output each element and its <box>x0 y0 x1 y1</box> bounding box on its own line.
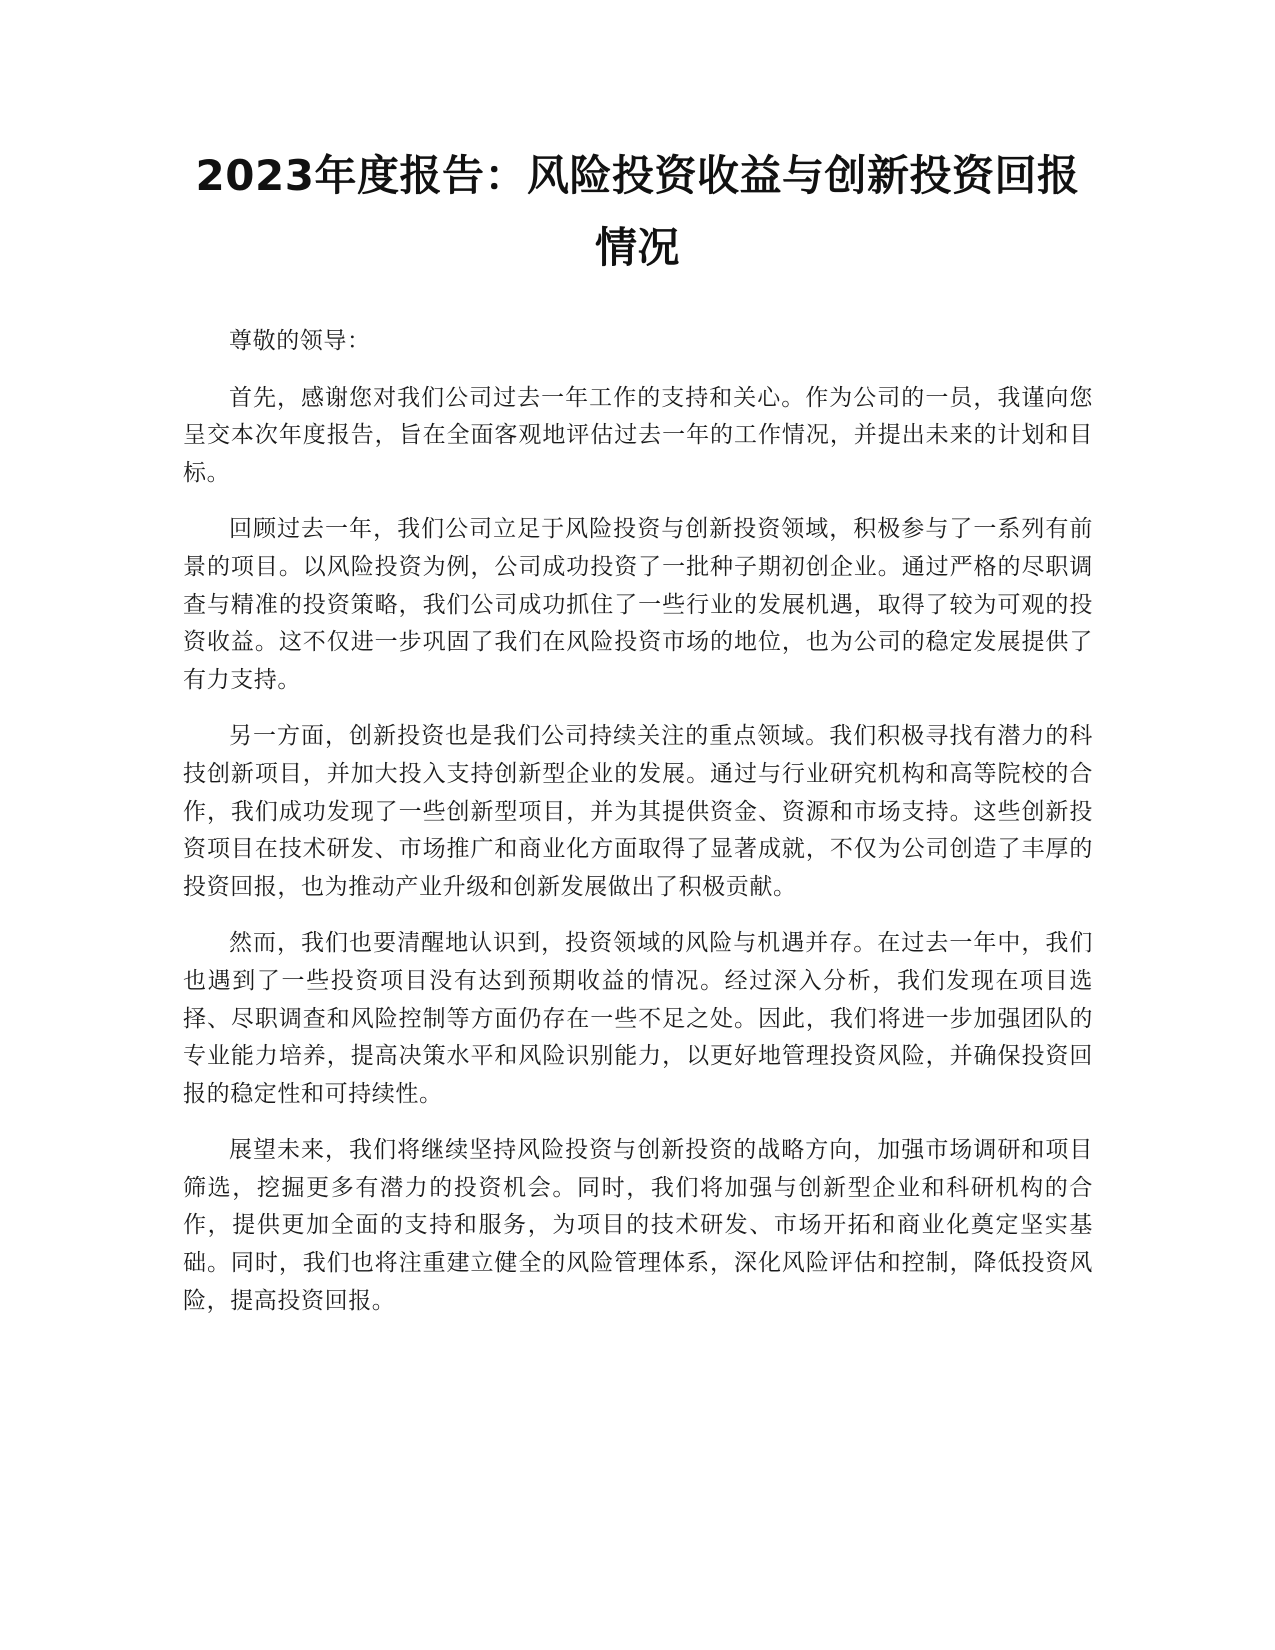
document-title: 2023年度报告：风险投资收益与创新投资回报情况 <box>195 151 1080 272</box>
paragraph-risks: 然而，我们也要清醒地认识到，投资领域的风险与机遇并存。在过去一年中，我们也遇到了一些投资项目没有达到预期收益的情况。经过深入分析，我们发现在项目选择、尽职调查和风险控制等方面仍存在一些不足之处。因此，我们将进一步加强团队的专业能力培养，提高决策水平和风险识别能力，以更好地管理投资风险，并确保投资回报的稳定性和可持续性。 <box>183 930 1093 1107</box>
paragraph-venture-review: 回顾过去一年，我们公司立足于风险投资与创新投资领域，积极参与了一系列有前景的项目。以风险投资为例，公司成功投资了一批种子期初创企业。通过严格的尽职调查与精准的投资策略，我们公司成功抓住了一些行业的发展机遇，取得了较为可观的投资收益。这不仅进一步巩固了我们在风险投资市场的地位，也为公司的稳定发展提供了有力支持。 <box>183 516 1093 693</box>
paragraph-intro: 首先，感谢您对我们公司过去一年工作的支持和关心。作为公司的一员，我谨向您呈交本次年度报告，旨在全面客观地评估过去一年的工作情况，并提出未来的计划和目标。 <box>183 384 1093 486</box>
paragraph-innovation-investment: 另一方面，创新投资也是我们公司持续关注的重点领域。我们积极寻找有潜力的科技创新项目，并加大投入支持创新型企业的发展。通过与行业研究机构和高等院校的合作，我们成功发现了一些创新型项目，并为其提供资金、资源和市场支持。这些创新投资项目在技术研发、市场推广和商业化方面取得了显著成就，不仅为公司创造了丰厚的投资回报，也为推动产业升级和创新发展做出了积极贡献。 <box>183 723 1093 900</box>
salutation: 尊敬的领导： <box>229 328 371 354</box>
paragraph-outlook: 展望未来，我们将继续坚持风险投资与创新投资的战略方向，加强市场调研和项目筛选，挖掘更多有潜力的投资机会。同时，我们将加强与创新型企业和科研机构的合作，提供更加全面的支持和服务，为项目的技术研发、市场开拓和商业化奠定坚实基础。同时，我们也将注重建立健全的风险管理体系，深化风险评估和控制，降低投资风险，提高投资回报。 <box>183 1137 1093 1314</box>
document-body <box>183 323 1093 1339</box>
